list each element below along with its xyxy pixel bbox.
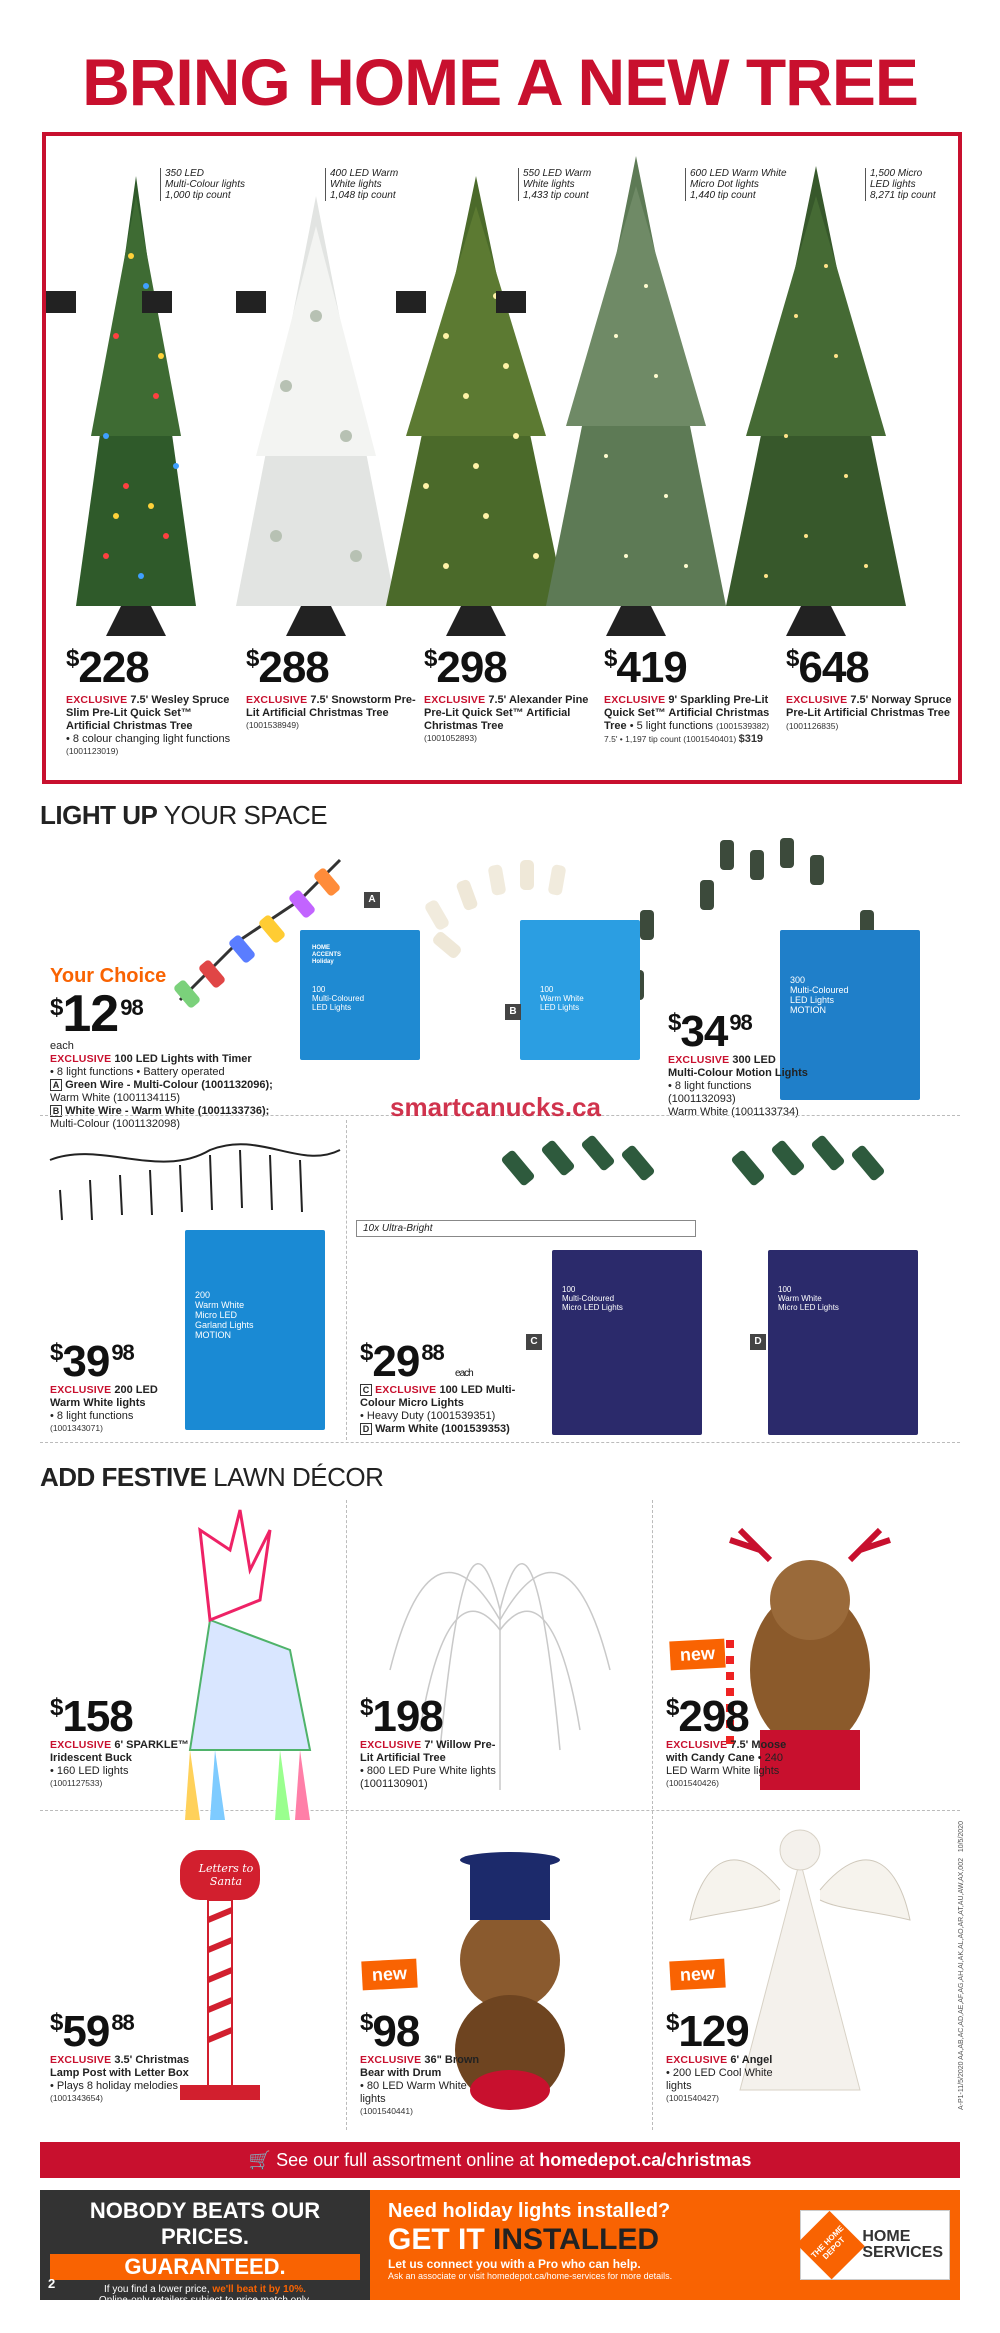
tree-2-price: 288 (258, 643, 329, 692)
tree-illustrations (46, 136, 958, 656)
tree-3-offer[interactable]: $298 EXCLUSIVE 7.5' Alexander Pine Pre-Lit Quick Set™ Artificial Christmas Tree (1001052893) (424, 643, 589, 743)
lawn-item-bear[interactable]: $98 EXCLUSIVE 36" Brown Bear with Drum • 80 LED Warm White lights (1001540441) (360, 2010, 480, 2116)
tree-3-price: 298 (436, 643, 507, 692)
lights-section-title: LIGHT UP YOUR SPACE (40, 800, 328, 830)
box-c-label: 100 Multi-Coloured Micro LED Lights (562, 1285, 623, 1312)
label-d: D (750, 1334, 766, 1350)
lights-item-4[interactable]: $^{\$}29^{88}$ each C EXCLUSIVE 100 LED Multi-Colour Micro Lights • Heavy Duty (1001539351) D Warm White (1001539353) (360, 1340, 540, 1436)
box-300-label: 300 Multi-Coloured LED Lights MOTION (790, 975, 849, 1015)
new-badge-moose: new (669, 1639, 725, 1671)
tree-5-offer[interactable]: $648 EXCLUSIVE 7.5' Norway Spruce Pre-Lit Artificial Christmas Tree (1001126835) (786, 643, 952, 731)
home-services-logo: THE HOME DEPOT HOME SERVICES (800, 2210, 950, 2280)
tree-2-image (236, 196, 396, 636)
tree-1-callout: 350 LED Multi-Colour lights 1,000 tip count (160, 168, 245, 201)
lawn-item-willow[interactable]: $198 EXCLUSIVE 7' Willow Pre-Lit Artificial Tree • 800 LED Pure White lights (1001130901) (360, 1695, 500, 1791)
tree-3-callout: 550 LED Warm White lights 1,433 tip count (518, 168, 591, 201)
lawn-item-angel[interactable]: $129 EXCLUSIVE 6' Angel • 200 LED Cool White lights (1001540427) (666, 2010, 786, 2103)
online-link[interactable]: homedepot.ca/christmas (539, 2150, 752, 2170)
label-b: B (505, 1004, 521, 1020)
installation-promo[interactable]: Need holiday lights installed? GET IT INSTALLED Let us connect you with a Pro who can help. Ask an associate or visit homedepot.ca/home-services for more details. (370, 2190, 960, 2300)
lawn-divider-top (40, 1442, 960, 1443)
tree-4-price: 419 (616, 643, 687, 692)
tree-5-callout: 1,500 Micro LED lights 8,271 tip count (865, 168, 936, 201)
lawn-item-buck[interactable]: $158 EXCLUSIVE 6' SPARKLE™ Iridescent Buck • 160 LED lights (1001127533) (50, 1695, 200, 1788)
label-c: C (526, 1334, 542, 1350)
your-choice-label: Your Choice (50, 965, 167, 987)
watermark: smartcanucks.ca (390, 1092, 602, 1122)
buck-image (185, 1510, 310, 1820)
tree-1-image (76, 176, 196, 636)
lights-item-1[interactable]: Your Choice $^{\$}12^{98}$ each EXCLUSIVE 100 LED Lights with Timer • 8 light functions • Battery operated A Green Wire - Multi-Colour (1001132096); Warm White (1001134115) B White Wire - Warm White (1001133736); Multi-Colour (1001132098) (50, 965, 310, 1131)
tree-2-callout: 400 LED Warm White lights 1,048 tip count (325, 168, 398, 201)
page-title: BRING HOME A NEW TREE (82, 45, 918, 119)
side-code: A-P1-11/5/2020 AA,AB,AC,AD,AE,AF,AG,AH,AI,AK,AL,AO,AR,AT,AU,AW,AX,002 10/5/2020 (958, 1821, 965, 2110)
lawn-item-lamp-post[interactable]: $^{\$}59^{88}$ EXCLUSIVE 3.5' Christmas Lamp Post with Letter Box • Plays 8 holiday melodies (1001343654) (50, 2010, 200, 2103)
new-badge-angel: new (669, 1959, 725, 1991)
tree-5-image (726, 166, 906, 636)
box-a-brand: HOME ACCENTS Holiday (312, 945, 342, 965)
tree-2-offer[interactable]: $288 EXCLUSIVE 7.5' Snowstorm Pre-Lit Artificial Christmas Tree (1001538949) (246, 643, 416, 730)
tree-4-offer[interactable]: $419 EXCLUSIVE 9' Sparkling Pre-Lit Quick Set™ Artificial Christmas Tree • 5 light functions (1001539382) 7.5' • 1,197 tip count (1001540401) $319 (604, 646, 782, 745)
lights-item-2[interactable]: $^{\$}34^{98}$ EXCLUSIVE 300 LED Multi-Colour Motion Lights • 8 light functions (1001132093) Warm White (1001133734) (668, 1010, 808, 1119)
tree-1-price: 228 (78, 643, 149, 692)
box-200-label: 200 Warm White Micro LED Garland Lights MOTION (195, 1290, 254, 1340)
price-guarantee: NOBODY BEATS OUR PRICES. GUARANTEED. If you find a lower price, we'll beat it by 10%. Online-only retailers subject to price match only. Terms and conditions apply. See page 7 for details*** (40, 2190, 370, 2300)
new-badge-bear: new (361, 1959, 417, 1991)
tree-3-image (386, 176, 566, 636)
box-a-label: 100 Multi-Coloured LED Lights (312, 985, 365, 1012)
label-a: A (364, 892, 380, 908)
page-number: 2 (48, 2276, 56, 2291)
tree-1-offer[interactable]: $228 EXCLUSIVE 7.5' Wesley Spruce Slim Pre-Lit Quick Set™ Artificial Christmas Tree • 8 colour changing light functions (1001123019) (66, 646, 236, 756)
ultra-bright-banner: 10x Ultra-Bright (356, 1220, 696, 1237)
lights-item-3[interactable]: $^{\$}39^{98}$ EXCLUSIVE 200 LED Warm White lights • 8 light functions (1001343071) (50, 1340, 190, 1433)
home-depot-logo: THE HOME DEPOT (796, 2211, 865, 2280)
letters-to-santa-sign: Letters to Santa (198, 1862, 254, 1888)
online-banner[interactable]: 🛒 See our full assortment online at homedepot.ca/christmas (40, 2142, 960, 2178)
box-d-label: 100 Warm White Micro LED Lights (778, 1285, 839, 1312)
lawn-section-title: ADD FESTIVE LAWN DÉCOR (40, 1462, 384, 1492)
tree-5-price: 648 (798, 643, 869, 692)
cart-icon: 🛒 (248, 2150, 272, 2170)
box-c-image (552, 1250, 702, 1435)
tree-4-callout: 600 LED Warm White Micro Dot lights 1,440 tip count (685, 168, 787, 201)
box-b-label: 100 Warm White LED Lights (540, 985, 584, 1012)
box-d-image (768, 1250, 918, 1435)
tree-4-image (546, 156, 726, 636)
lawn-item-moose[interactable]: $298 EXCLUSIVE 7.5' Moose with Candy Cane • 240 LED Warm White lights (1001540426) (666, 1695, 806, 1788)
